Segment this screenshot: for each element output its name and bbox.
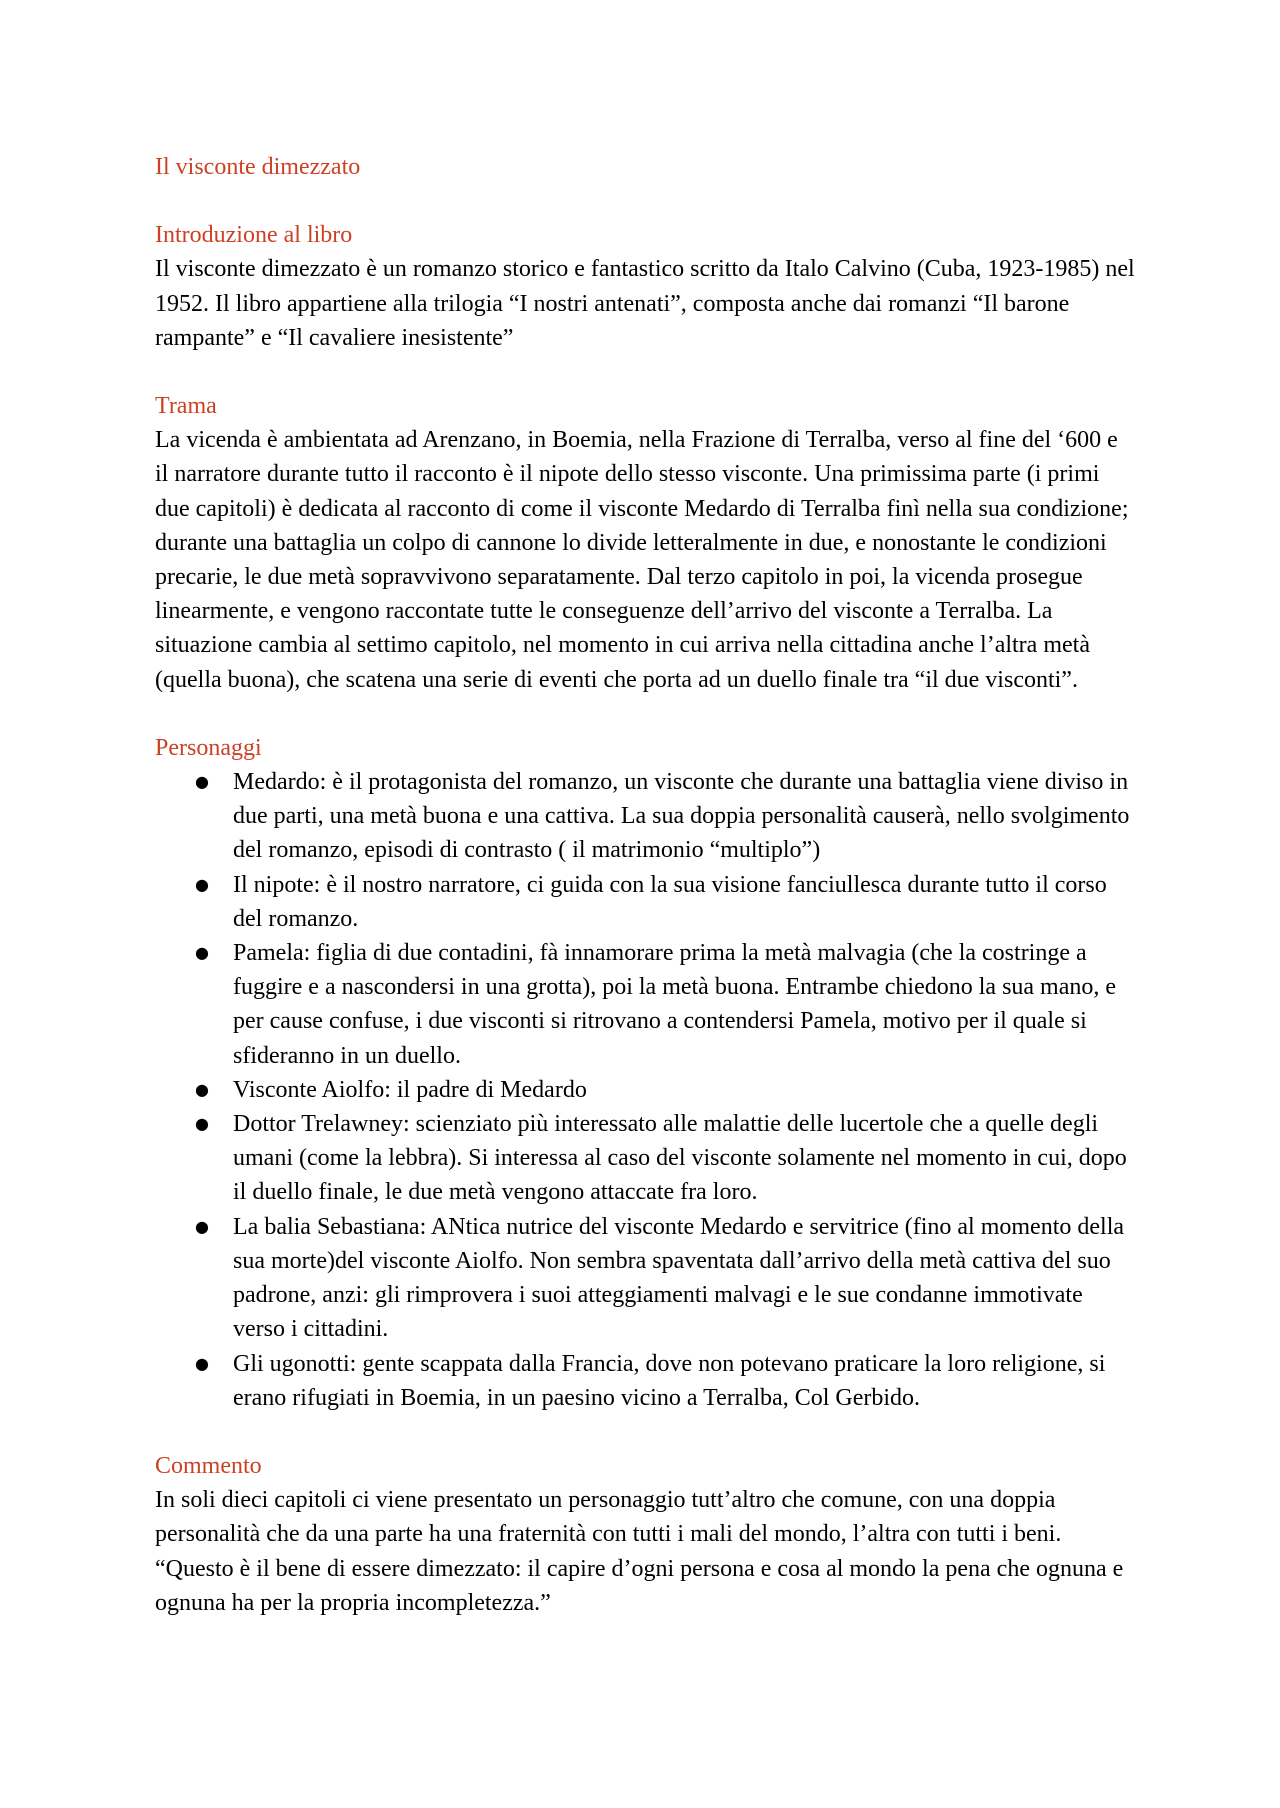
section-heading-commento: Commento: [155, 1452, 262, 1479]
list-item: [195, 1073, 1135, 1107]
document-title: Il visconte dimezzato: [155, 154, 361, 180]
list-item-text: Dottor Trelawney: scienziato più interessato alle malattie delle lucertole che a quelle degli umani (come la lebbra). Si interessa al caso del visconte solamente nel momento in cui, dopo il duello finale, le due metà vengono attaccate fra loro.: [233, 1111, 1127, 1206]
list-item-text: Il nipote: è il nostro narratore, ci guida con la sua visione fanciullesca durante tutto il corso del romanzo.: [233, 871, 1107, 932]
list-item: [195, 1107, 1135, 1210]
section-heading-trama: Trama: [155, 393, 217, 420]
list-item-text: Visconte Aiolfo: il padre di Medardo: [233, 1076, 587, 1103]
bullet-icon: ●: [195, 1216, 209, 1236]
spacer: [155, 184, 1135, 218]
spacer: [155, 1415, 1135, 1449]
list-item-text: La balia Sebastiana: ANtica nutrice del visconte Medardo e servitrice (fino al momento della sua morte)del visconte Aiolfo. Non sembra spaventata dall’arrivo della metà cattiva del suo padrone, anzi: gli rimprovera i suoi atteggiamenti malvagi e le sue condanne immotivate verso i cittadini.: [233, 1213, 1125, 1343]
bullet-icon: ●: [195, 943, 209, 963]
bullet-icon: ●: [195, 1114, 209, 1134]
character-list: [155, 765, 1135, 1415]
list-item-text: Gli ugonotti: gente scappata dalla Francia, dove non potevano praticare la loro religione, si erano rifugiati in Boemia, in un paesino vicino a Terralba, Col Gerbido.: [233, 1350, 1106, 1411]
list-item: [195, 936, 1135, 1073]
section-text-trama: La vicenda è ambientata ad Arenzano, in Boemia, nella Frazione di Terralba, verso al fine del ‘600 e il narratore durante tutto il racconto è il nipote dello stesso visconte. Una primissima parte (i primi due capitoli) è dedicata al racconto di come il visconte Medardo di Terralba finì nella sua condizione; durante una battaglia un colpo di cannone lo divide letteralmente in due, e nonostante le condizioni precarie, le due metà sopravvivono separatamente. Dal terzo capitolo in poi, la vicenda prosegue linearmente, e vengono raccontate tutte le conseguenze dell’arrivo del visconte a Terralba. La situazione cambia al settimo capitolo, nel momento in cui arriva nella cittadina anche l’altra metà (quella buona), che scatena una serie di eventi che porta ad un duello finale tra “il due visconti”.: [155, 427, 1129, 693]
section-text-commento: In soli dieci capitoli ci viene presentato un personaggio tutt’altro che comune, con una doppia personalità che da una parte ha una fraternità con tutti i mali del mondo, l’altra con tutti i beni. “Questo è il bene di essere dimezzato: il capire d’ogni persona e cosa al mondo la pena che ognuna e ognuna ha per la propria incompletezza.”: [155, 1487, 1124, 1616]
list-item: [195, 1210, 1135, 1347]
section-heading-personaggi: Personaggi: [155, 734, 262, 761]
document-body: [155, 150, 1135, 1620]
bullet-icon: ●: [195, 772, 209, 792]
list-item-text: Pamela: figlia di due contadini, fà innamorare prima la metà malvagia (che la costringe a fuggire e a nascondersi in una grotta), poi la metà buona. Entrambe chiedono la sua mano, e per cause confuse, i due visconti si ritrovano a contendersi Pamela, motivo per il quale si sfideranno in un duello.: [233, 940, 1117, 1069]
section-text-intro: Il visconte dimezzato è un romanzo storico e fantastico scritto da Italo Calvino (Cuba, 1923-1985) nel 1952. Il libro appartiene alla trilogia “I nostri antenati”, composta anche dai romanzi “Il barone rampante” e “Il cavaliere inesistente”: [155, 256, 1135, 351]
list-item: [195, 1347, 1135, 1415]
spacer: [155, 697, 1135, 731]
list-item: [195, 765, 1135, 868]
section-heading-intro: Introduzione al libro: [155, 222, 353, 249]
spacer: [155, 355, 1135, 389]
bullet-icon: ●: [195, 874, 209, 894]
list-item-text: Medardo: è il protagonista del romanzo, un visconte che durante una battaglia viene diviso in due parti, una metà buona e una cattiva. La sua doppia personalità causerà, nello svolgimento del romanzo, episodi di contrasto ( il matrimonio “multiplo”): [233, 769, 1130, 864]
list-item: [195, 868, 1135, 936]
bullet-icon: ●: [195, 1079, 209, 1099]
bullet-icon: ●: [195, 1353, 209, 1373]
